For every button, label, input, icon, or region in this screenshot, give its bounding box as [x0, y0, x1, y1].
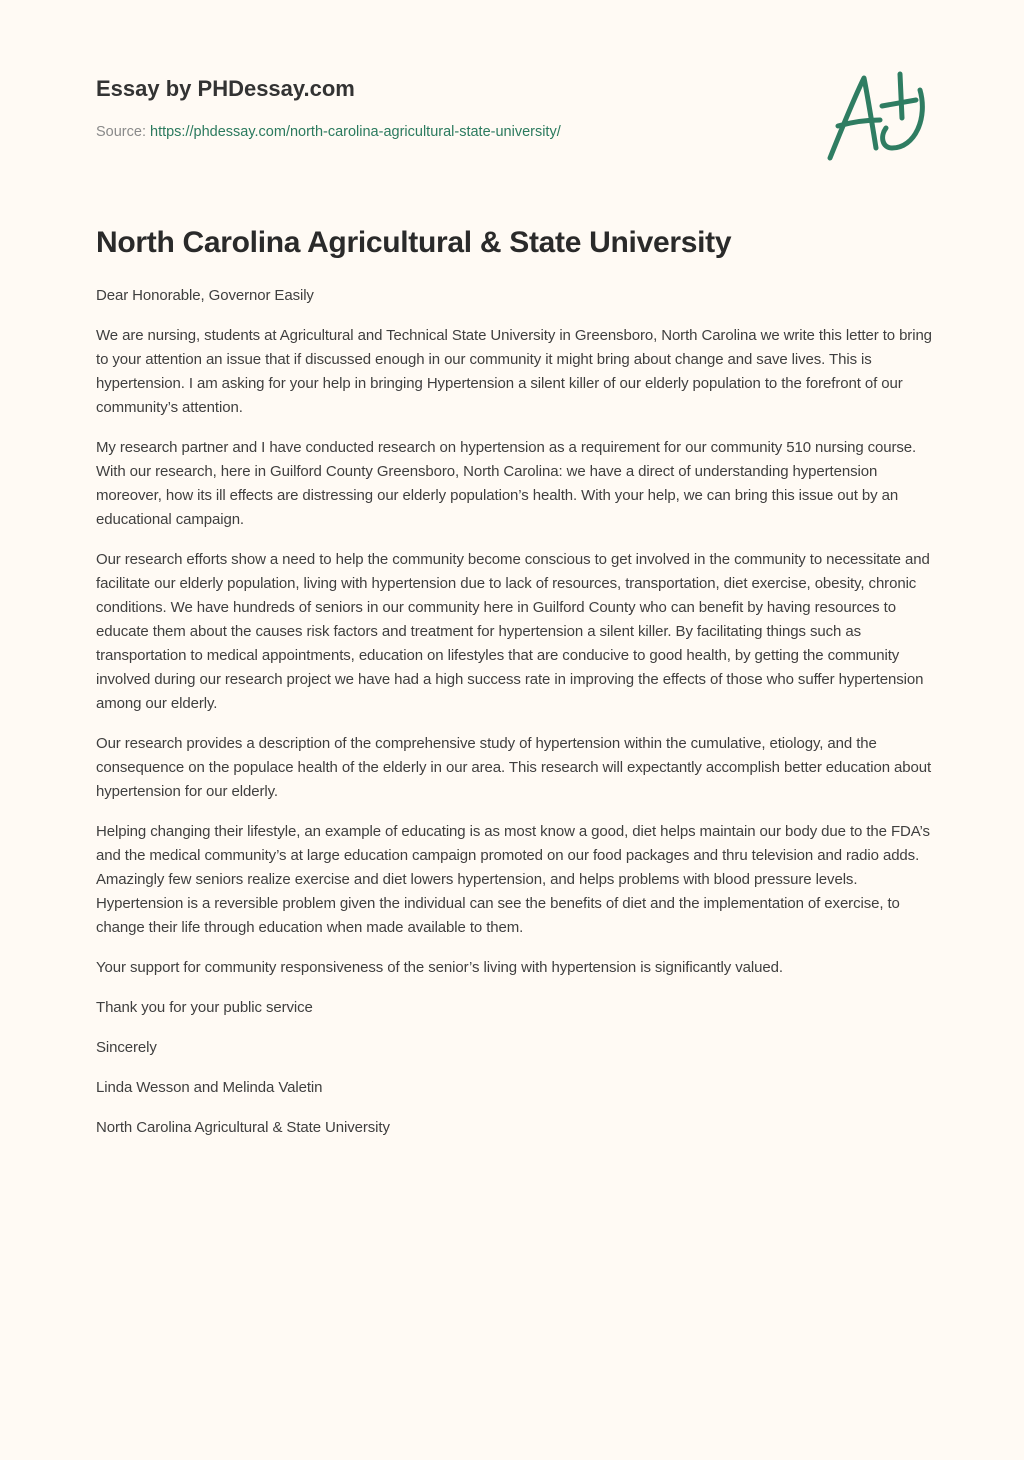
paragraph: My research partner and I have conducted research on hypertension as a requirement for our community 510 nursing course. With our research, here in Guilford County Greensboro, North Carolina: we have a direct of understanding hypertension moreover, how its ill effects are distressing our elderly population’s health. With your help, we can bring this issue out by an educational campaign. [96, 439, 917, 528]
signature-names: Linda Wesson and Melinda Valetin [96, 1079, 323, 1096]
signature-institution: North Carolina Agricultural & State University [96, 1119, 390, 1136]
closing: Sincerely [96, 1039, 157, 1056]
essay-title: North Carolina Agricultural & State University [96, 226, 732, 259]
paragraph: Our research provides a description of the comprehensive study of hypertension within the cumulative, etiology, and the consequence on the populace health of the elderly in our area. This research will expectantly accomplish better education about hypertension for our elderly. [96, 735, 932, 800]
essay-body [96, 284, 932, 1156]
paragraph: Our research efforts show a need to help the community become conscious to get involved in the community to necessitate and facilitate our elderly population, living with hypertension due to lack of resources, transportation, diet exercise, obesity, chronic conditions. We have hundreds of seniors in our community here in Guilford County who can benefit by having resources to educate them about the causes risk factors and treatment for hypertension a silent killer. By facilitating things such as transportation to medical appointments, education on lifestyles that are conducive to good health, by getting the community involved during our research project we have had a high success rate in improving the effects of those who suffer hypertension among our elderly. [96, 551, 930, 712]
a-plus-logo-icon [820, 68, 930, 168]
salutation: Dear Honorable, Governor Easily [96, 287, 314, 304]
site-brand: Essay by PHDessay.com [96, 76, 355, 101]
source-label: Source: [96, 124, 150, 140]
closing-thanks: Thank you for your public service [96, 999, 313, 1016]
paragraph: Your support for community responsiveness of the senior’s living with hypertension is significantly valued. [96, 959, 783, 976]
paragraph: Helping changing their lifestyle, an example of educating is as most know a good, diet helps maintain our body due to the FDA’s and the medical community’s at large education campaign promoted on our food packages and thru television and radio adds. Amazingly few seniors realize exercise and diet lowers hypertension, and helps problems with blood pressure levels. Hypertension is a reversible problem given the individual can see the benefits of diet and the implementation of exercise, to change their life through education when made available to them. [96, 823, 930, 936]
source-line [96, 124, 561, 140]
paragraph: We are nursing, students at Agricultural and Technical State University in Greensboro, North Carolina we write this letter to bring to your attention an issue that if discussed enough in our community it might bring about change and save lives. This is hypertension. I am asking for your help in bringing Hypertension a silent killer of our elderly population to the forefront of our community’s attention. [96, 327, 932, 416]
source-link[interactable]: https://phdessay.com/north-carolina-agricultural-state-university/ [150, 124, 561, 140]
